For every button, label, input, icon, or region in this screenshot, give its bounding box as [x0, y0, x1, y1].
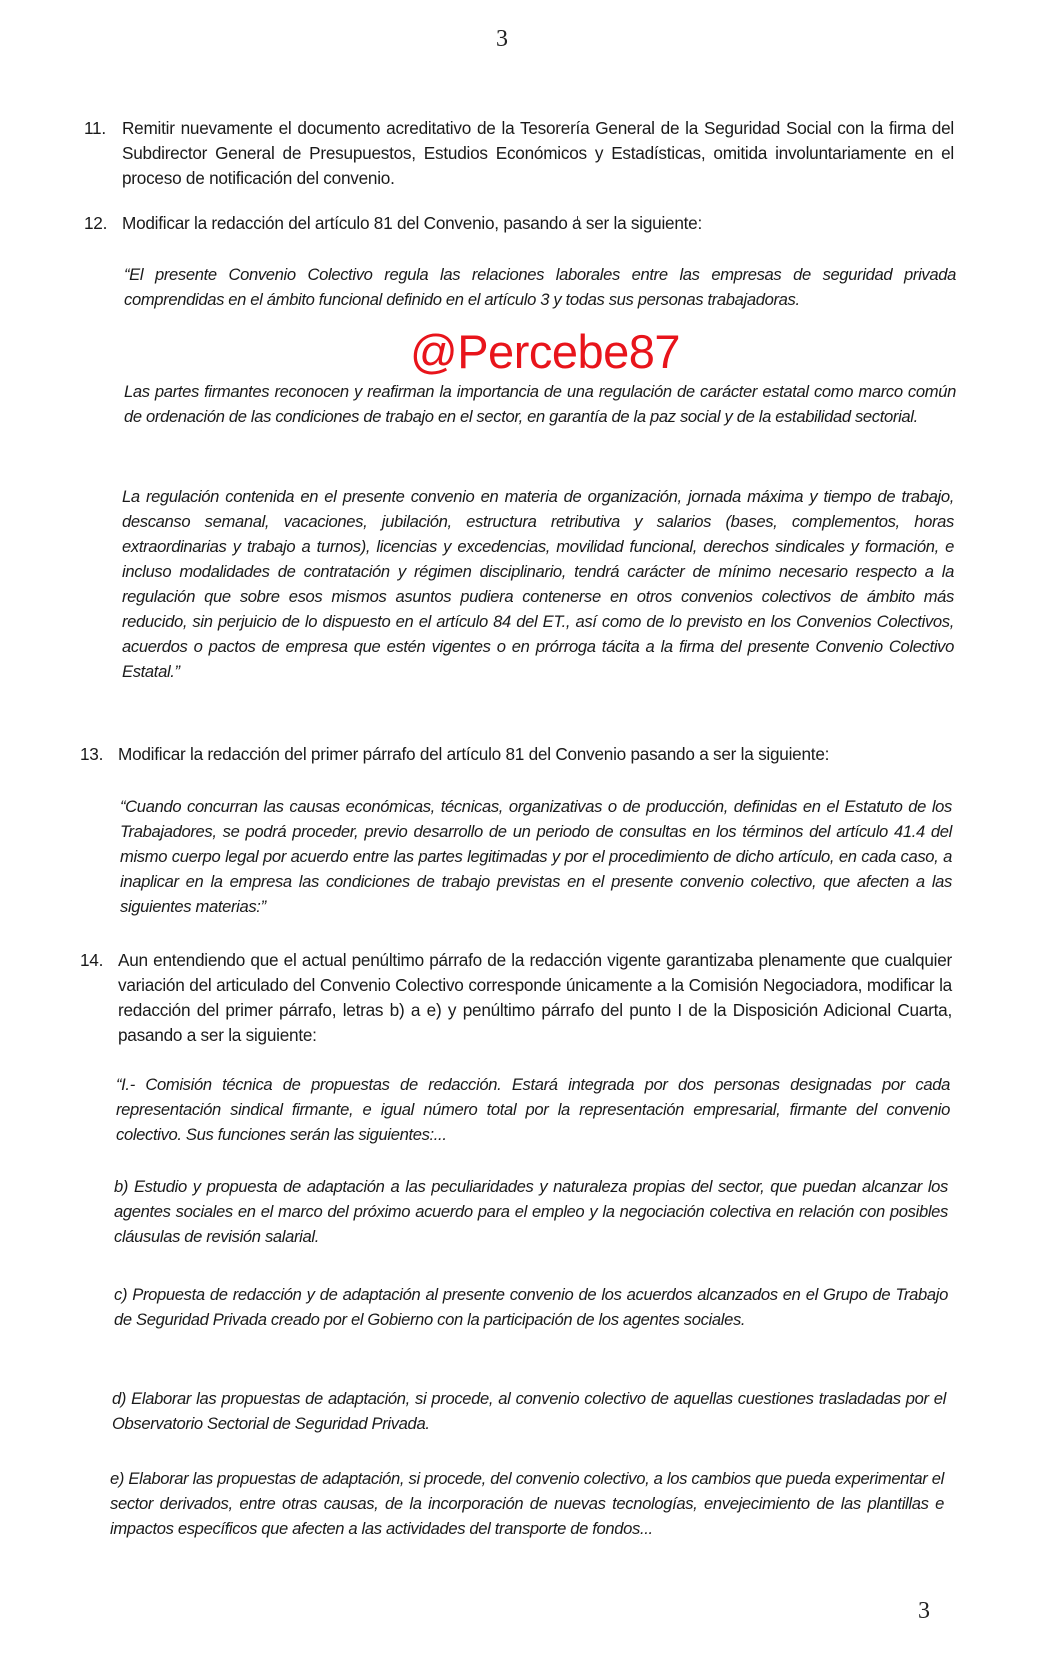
page-number-top: 3: [496, 26, 508, 52]
item-number: 11.: [84, 118, 106, 138]
item-text: Modificar la redacción del primer párrafo del artículo 81 del Convenio pasando a ser la siguiente:: [118, 744, 830, 764]
item-number: 14.: [80, 950, 104, 970]
quote-paragraph: b) Estudio y propuesta de adaptación a las peculiaridades y naturaleza propias del sector, que puedan alcanzar los agentes sociales en el marco del próximo acuerdo para el empleo y la negociación colectiva en relación con posibles cláusulas de revisión salarial.: [114, 1177, 948, 1246]
list-item-12: [84, 211, 954, 236]
page-number-bottom: 3: [918, 1598, 930, 1624]
item-number: 12.: [84, 213, 108, 233]
list-item-11: [84, 116, 954, 191]
watermark-handle: @Percebe87: [410, 325, 681, 378]
list-item-13: [80, 742, 950, 767]
item-text: Aun entendiendo que el actual penúltimo párrafo de la redacción vigente garantizaba plenamente que cualquier variación del articulado del Convenio Colectivo corresponde únicamente a la Comisión Negociadora, modificar la redacción del primer párrafo, letras b) a e) y penúltimo párrafo del punto I de la Disposición Adicional Cuarta, pasando a ser la siguiente:: [118, 950, 952, 1045]
quote-paragraph: “Cuando concurran las causas económicas, técnicas, organizativas o de producción, definidas en el Estatuto de los Trabajadores, se podrá proceder, previo desarrollo de un periodo de consultas en los términos del artículo 41.4 del mismo cuerpo legal por acuerdo entre las partes legitimadas y por el procedimiento de dicho artículo, en cada caso, a inaplicar en la empresa las condiciones de trabajo previstas en el presente convenio colectivo, que afecten a las siguientes materias:”: [120, 797, 952, 916]
item-number: 13.: [80, 744, 104, 764]
quote-paragraph: d) Elaborar las propuestas de adaptación, si procede, al convenio colectivo de aquellas cuestiones trasladadas por el Observatorio Sectorial de Seguridad Privada.: [112, 1389, 946, 1433]
quote-paragraph: “El presente Convenio Colectivo regula las relaciones laborales entre las empresas de seguridad privada comprendidas en el ámbito funcional definido en el artículo 3 y todas sus personas trabajadoras.: [124, 265, 956, 309]
item-text: Modificar la redacción del artículo 81 del Convenio, pasando a ser la siguiente:: [122, 213, 703, 233]
list-item-14: [80, 948, 952, 1048]
quote-paragraph: c) Propuesta de redacción y de adaptación al presente convenio de los acuerdos alcanzados en el Grupo de Trabajo de Seguridad Privada creado por el Gobierno con la participación de los agentes sociales.: [114, 1285, 948, 1329]
quote-paragraph: La regulación contenida en el presente convenio en materia de organización, jornada máxima y tiempo de trabajo, descanso semanal, vacaciones, jubilación, estructura retributiva y salarios (bases, complementos, horas extraordinarias y trabajo a turnos), licencias y excedencias, movilidad funcional, derechos sindicales y formación, e incluso modalidades de contratación y régimen disciplinario, tendrá carácter de mínimo necesario respecto a la regulación que sobre esos mismos asuntos pudiera contenerse en otros convenios colectivos de ámbito más reducido, sin perjuicio de lo dispuesto en el artículo 84 del ET., así como de lo previsto en los Convenios Colectivos, acuerdos o pactos de empresa que estén vigentes o en prórroga tácita a la firma del presente Convenio Colectivo Estatal.”: [122, 487, 954, 681]
quote-paragraph: “I.- Comisión técnica de propuestas de redacción. Estará integrada por dos personas designadas por cada representación sindical firmante, e igual número total por la representación empresarial, firmante del convenio colectivo. Sus funciones serán las siguientes:...: [116, 1075, 950, 1144]
quote-paragraph: Las partes firmantes reconocen y reafirman la importancia de una regulación de carácter estatal como marco común de ordenación de las condiciones de trabajo en el sector, en garantía de la paz social y de la estabilidad sectorial.: [124, 382, 956, 426]
quote-paragraph: e) Elaborar las propuestas de adaptación, si procede, del convenio colectivo, a los cambios que pueda experimentar el sector derivados, entre otras causas, de la incorporación de nuevas tecnologías, envejecimiento de las plantillas e impactos específicos que afecten a las actividades del transporte de fondos...: [110, 1469, 944, 1538]
item-text: Remitir nuevamente el documento acreditativo de la Tesorería General de la Seguridad Social con la firma del Subdirector General de Presupuestos, Estudios Económicos y Estadísticas, omitida involuntariamente en el proceso de notificación del convenio.: [122, 118, 954, 188]
